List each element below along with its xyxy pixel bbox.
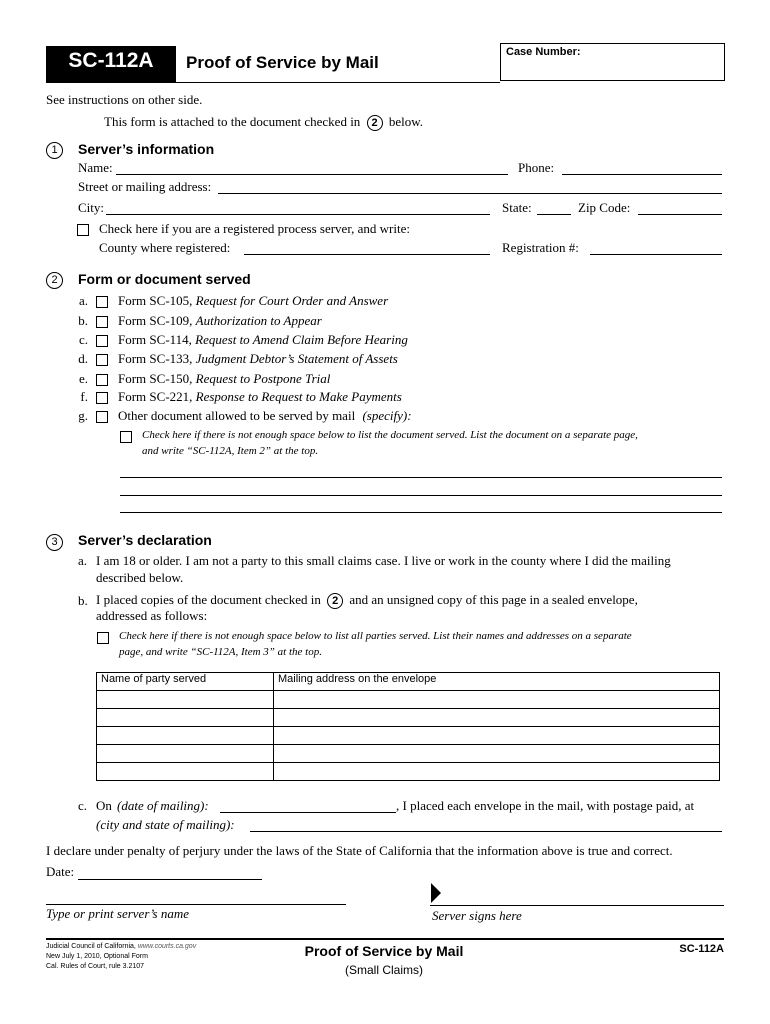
mailing-address-cell[interactable] (274, 763, 720, 781)
item-a-name: Request for Court Order and Answer (195, 293, 389, 308)
item-b-name: Authorization to Appear (195, 313, 322, 328)
item-3c-letter: c. (78, 798, 88, 813)
item-b-text (118, 313, 322, 329)
council-prefix: Judicial Council of California, (46, 943, 136, 950)
mailing-address-cell[interactable] (274, 745, 720, 763)
street-label: Street or mailing address: (78, 179, 212, 194)
parties-served-table (96, 672, 720, 781)
item-e-checkbox[interactable] (96, 374, 108, 386)
server-name-label: Type or print server’s name (46, 906, 189, 921)
item-g-form: Other document allowed to be served by mail (118, 408, 356, 423)
item-e-text (118, 371, 330, 387)
form-code: SC-112A (68, 49, 154, 72)
street-field[interactable] (218, 193, 722, 194)
item-c-letter: c. (78, 332, 88, 347)
city-field[interactable] (106, 214, 490, 215)
attached-before: This form is attached to the document checked in (104, 114, 361, 129)
item-c-checkbox[interactable] (96, 335, 108, 347)
mailing-address-cell[interactable] (274, 709, 720, 727)
sign-here-arrow-icon (430, 882, 442, 904)
table-row (97, 691, 720, 709)
item-g-checkbox[interactable] (96, 411, 108, 423)
item-3a-line1: I am 18 or older. I am not a party to this small claims case. I live or work in the county where I did the mailing (96, 553, 671, 568)
header-rule (46, 82, 500, 83)
instructions-note: See instructions on other side. (46, 92, 203, 107)
attached-note (104, 114, 423, 131)
item-d-letter: d. (78, 351, 88, 366)
item-3b-letter: b. (78, 593, 88, 608)
table-row (97, 763, 720, 781)
date-label: Date: (46, 864, 75, 879)
footer-form-code: SC-112A (679, 943, 724, 955)
item-c-name: Request to Amend Claim Before Hearing (195, 332, 408, 347)
state-label: State: (502, 200, 532, 215)
item-f-form: Form SC-221, (118, 389, 193, 404)
date-field[interactable] (78, 879, 262, 880)
item-3b-before: I placed copies of the document checked in (96, 592, 321, 607)
item-d-name: Judgment Debtor’s Statement of Assets (195, 351, 398, 366)
party-name-cell[interactable] (97, 727, 274, 745)
item-c-text (118, 332, 408, 348)
item-3a-letter: a. (78, 553, 88, 568)
item-g-letter: g. (78, 408, 88, 423)
item-a-letter: a. (78, 293, 88, 308)
item-3b-reference: 2 (327, 593, 343, 609)
item-3a-line2: described below. (96, 570, 184, 585)
date-of-mailing-label: (date of mailing): (117, 798, 209, 813)
item-2-extra-checkbox[interactable] (120, 431, 132, 443)
footer-title: Proof of Service by Mail (304, 943, 464, 959)
item-b-checkbox[interactable] (96, 316, 108, 328)
item-3-extra-line2: page, and write “SC-112A, Item 3” at the top. (119, 646, 322, 658)
table-row (97, 727, 720, 745)
state-field[interactable] (537, 214, 571, 215)
city-state-mailing-field[interactable] (250, 831, 722, 832)
section-2-number: 2 (46, 272, 63, 289)
name-field[interactable] (116, 174, 508, 175)
item-f-text (118, 389, 402, 405)
item-3b-line1 (96, 592, 638, 609)
section-1-number: 1 (46, 142, 63, 159)
party-name-cell[interactable] (97, 709, 274, 727)
party-name-header: Name of party served (97, 673, 274, 691)
table-row (97, 709, 720, 727)
item-f-letter: f. (80, 389, 88, 404)
item-3c-after: , I placed each envelope in the mail, with postage paid, at (396, 798, 695, 813)
party-name-cell[interactable] (97, 745, 274, 763)
server-signature-label: Server signs here (432, 908, 522, 923)
item-3b-line2: addressed as follows: (96, 608, 208, 623)
name-label: Name: (78, 160, 113, 175)
zip-label: Zip Code: (578, 200, 631, 215)
perjury-declaration: I declare under penalty of perjury under the laws of the State of California that the information above is true and correct. (46, 843, 673, 858)
section-1-title: Server’s information (78, 141, 215, 157)
other-document-line-3[interactable] (120, 512, 722, 513)
item-3-extra-checkbox[interactable] (97, 632, 109, 644)
item-b-letter: b. (78, 313, 88, 328)
item-e-letter: e. (78, 371, 88, 386)
mailing-address-cell[interactable] (274, 727, 720, 745)
process-server-text: Check here if you are a registered process server, and write: (99, 221, 410, 236)
server-signature-field[interactable] (430, 905, 724, 906)
item-2-extra-line1: Check here if there is not enough space below to list the document served. List the document on a separate page, (142, 429, 638, 441)
item-d-form: Form SC-133, (118, 351, 193, 366)
mailing-address-cell[interactable] (274, 691, 720, 709)
date-of-mailing-field[interactable] (220, 812, 396, 813)
section-3-title: Server’s declaration (78, 532, 212, 548)
council-line (46, 943, 196, 950)
city-state-mailing-label: (city and state of mailing): (96, 817, 235, 832)
item-3-extra-line1: Check here if there is not enough space below to list all parties served. List their names and addresses on a separate (119, 630, 632, 642)
attached-after: below. (388, 114, 423, 129)
item-d-checkbox[interactable] (96, 354, 108, 366)
item-g-text (118, 408, 412, 424)
item-a-form: Form SC-105, (118, 293, 193, 308)
item-f-name: Response to Request to Make Payments (195, 389, 402, 404)
mailing-address-header: Mailing address on the envelope (274, 673, 720, 691)
table-row (97, 745, 720, 763)
table-header-row (97, 673, 720, 691)
item-a-text (118, 293, 388, 309)
form-title: Proof of Service by Mail (186, 53, 379, 72)
section-2-title: Form or document served (78, 271, 251, 287)
item-3c-on: On (96, 798, 112, 813)
item-g-name: (specify): (362, 408, 412, 423)
other-document-line-2[interactable] (120, 495, 722, 496)
phone-label: Phone: (518, 160, 555, 175)
zip-field[interactable] (638, 214, 722, 215)
city-label: City: (78, 200, 105, 215)
section-3-number: 3 (46, 534, 63, 551)
case-number-label: Case Number: (506, 46, 581, 58)
server-name-field[interactable] (46, 904, 346, 905)
item-2-reference: 2 (367, 115, 383, 131)
item-e-name: Request to Postpone Trial (195, 371, 331, 386)
footer-rule (46, 938, 724, 940)
revision-line: New July 1, 2010, Optional Form (46, 953, 148, 960)
footer-subtitle: (Small Claims) (345, 963, 423, 977)
registration-label: Registration #: (502, 240, 579, 255)
item-c-form: Form SC-114, (118, 332, 192, 347)
process-server-checkbox[interactable] (77, 224, 89, 236)
rule-line: Cal. Rules of Court, rule 3.2107 (46, 963, 145, 970)
council-url[interactable]: www.courts.ca.gov (137, 943, 197, 950)
item-f-checkbox[interactable] (96, 392, 108, 404)
county-field[interactable] (244, 254, 490, 255)
item-b-form: Form SC-109, (118, 313, 193, 328)
phone-field[interactable] (562, 174, 722, 175)
party-name-cell[interactable] (97, 763, 274, 781)
item-2-extra-line2: and write “SC-112A, Item 2” at the top. (142, 445, 319, 457)
county-label: County where registered: (99, 240, 231, 255)
registration-field[interactable] (590, 254, 722, 255)
item-a-checkbox[interactable] (96, 296, 108, 308)
other-document-line-1[interactable] (120, 477, 722, 478)
party-name-cell[interactable] (97, 691, 274, 709)
item-e-form: Form SC-150, (118, 371, 193, 386)
item-d-text (118, 351, 398, 367)
item-3b-after: and an unsigned copy of this page in a sealed envelope, (349, 592, 638, 607)
